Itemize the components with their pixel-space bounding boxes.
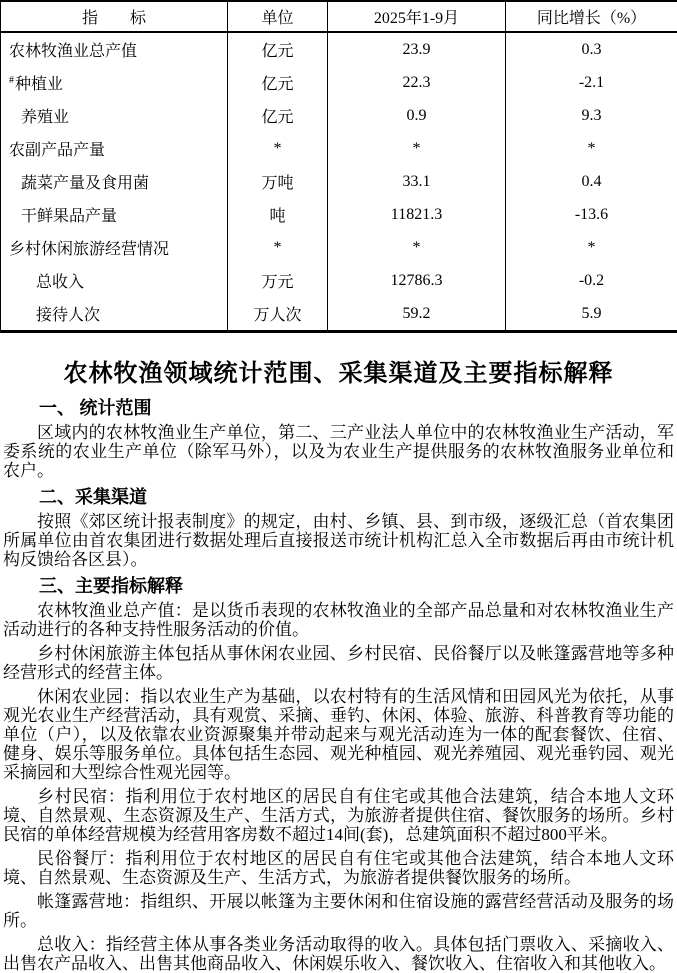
unit-cell: 吨 bbox=[228, 198, 328, 231]
value-cell: * bbox=[328, 231, 506, 264]
unit-cell: 亿元 bbox=[228, 66, 328, 99]
growth-cell: * bbox=[506, 132, 677, 165]
table-row bbox=[1, 297, 677, 332]
value-cell: 23.9 bbox=[328, 32, 506, 66]
growth-cell: 0.3 bbox=[506, 32, 677, 66]
growth-cell: 0.4 bbox=[506, 165, 677, 198]
paragraph: 按照《郊区统计报表制度》的规定，由村、乡镇、县、到市级，逐级汇总（首农集团所属单位由首农集团进行数据处理后直接报送市统计机构汇总入全市数据后再由市统计机构反馈给各区县）。 bbox=[3, 512, 674, 569]
table-row bbox=[1, 264, 677, 297]
paragraph: 民俗餐厅：指利用位于农村地区的居民自有住宅或其他合法建筑，结合本地人文环境、自然景观、生态资源及生产、生活方式，为旅游者提供餐饮服务的场所。 bbox=[3, 849, 674, 887]
unit-cell: 万元 bbox=[228, 264, 328, 297]
indicator-cell: 养殖业 bbox=[1, 99, 228, 132]
section-heading-channel: 二、采集渠道 bbox=[3, 486, 674, 508]
indicator-cell: 农林牧渔业总产值 bbox=[1, 32, 228, 66]
header-row bbox=[1, 1, 677, 32]
table-row bbox=[1, 231, 677, 264]
indicator-cell: 农副产品产量 bbox=[1, 132, 228, 165]
table-row bbox=[1, 32, 677, 66]
value-cell: 12786.3 bbox=[328, 264, 506, 297]
indicator-cell: 蔬菜产量及食用菌 bbox=[1, 165, 228, 198]
unit-cell: 亿元 bbox=[228, 99, 328, 132]
paragraph: 农林牧渔业总产值：是以货币表现的农林牧渔业的全部产品总量和对农林牧渔业生产活动进行的各种支持性服务活动的价值。 bbox=[3, 601, 674, 639]
growth-cell: * bbox=[506, 231, 677, 264]
unit-cell: * bbox=[228, 231, 328, 264]
value-cell: * bbox=[328, 132, 506, 165]
page-title: 农林牧渔领域统计范围、采集渠道及主要指标解释 bbox=[3, 359, 674, 389]
growth-cell: 9.3 bbox=[506, 99, 677, 132]
table-row bbox=[1, 132, 677, 165]
table-row bbox=[1, 99, 677, 132]
header-period: 2025年1-9月 bbox=[328, 1, 506, 32]
paragraph: 帐篷露营地：指组织、开展以帐篷为主要休闲和住宿设施的露营经营活动及服务的场所。 bbox=[3, 892, 674, 930]
indicator-label: 种植业 bbox=[15, 76, 63, 93]
paragraph: 区域内的农林牧渔业生产单位，第二、三产业法人单位中的农林牧渔业生产活动，军委系统的农业生产单位（除军马外），以及为农业生产提供服务的农林牧渔服务业单位和农户。 bbox=[3, 423, 674, 480]
unit-cell: * bbox=[228, 132, 328, 165]
table-row bbox=[1, 165, 677, 198]
unit-cell: 亿元 bbox=[228, 32, 328, 66]
header-growth: 同比增长（%） bbox=[506, 1, 677, 32]
header-indicator: 指 标 bbox=[1, 1, 228, 32]
section-heading-definitions: 三、主要指标解释 bbox=[3, 575, 674, 597]
indicator-cell: 总收入 bbox=[1, 264, 228, 297]
header-unit: 单位 bbox=[228, 1, 328, 32]
of-which-marker: # bbox=[9, 75, 14, 86]
paragraph: 乡村民宿：指利用位于农村地区的居民自有住宅或其他合法建筑，结合本地人文环境、自然景观、生态资源及生产、生活方式，为旅游者提供住宿、餐饮服务的场所。乡村民宿的单体经营规模为经营用客房数不超过14间(套)，总建筑面积不超过800平米。 bbox=[3, 787, 674, 844]
explanation-article bbox=[0, 359, 677, 973]
paragraph: 乡村休闲旅游主体包括从事休闲农业园、乡村民宿、民俗餐厅以及帐篷露营地等多种经营形式的经营主体。 bbox=[3, 644, 674, 682]
indicator-cell bbox=[1, 66, 228, 99]
value-cell: 22.3 bbox=[328, 66, 506, 99]
table-header bbox=[1, 1, 677, 32]
table-row bbox=[1, 66, 677, 99]
growth-cell: -13.6 bbox=[506, 198, 677, 231]
paragraph: 休闲农业园：指以农业生产为基础，以农村特有的生活风情和田园风光为依托，从事观光农业生产经营活动，具有观赏、采摘、垂钓、休闲、体验、旅游、科普教育等功能的单位（户），以及依靠农业资源聚集并带动起来与观光活动连为一体的配套餐饮、住宿、健身、娱乐等服务单位。具体包括生态园、观光种植园、观光养殖园、观光垂钓园、观光采摘园和大型综合性观光园等。 bbox=[3, 687, 674, 782]
unit-cell: 万人次 bbox=[228, 297, 328, 332]
value-cell: 11821.3 bbox=[328, 198, 506, 231]
indicator-cell: 干鲜果品产量 bbox=[1, 198, 228, 231]
paragraph: 总收入：指经营主体从事各类业务活动取得的收入。具体包括门票收入、采摘收入、出售农产品收入、出售其他商品收入、休闲娱乐收入、餐饮收入、住宿收入和其他收入。 bbox=[3, 935, 674, 973]
indicator-cell: 乡村休闲旅游经营情况 bbox=[1, 231, 228, 264]
section-heading-scope: 一、 统计范围 bbox=[3, 397, 674, 419]
indicator-cell: 接待人次 bbox=[1, 297, 228, 332]
value-cell: 59.2 bbox=[328, 297, 506, 332]
statistics-table bbox=[0, 0, 677, 333]
growth-cell: -2.1 bbox=[506, 66, 677, 99]
value-cell: 0.9 bbox=[328, 99, 506, 132]
growth-cell: 5.9 bbox=[506, 297, 677, 332]
table-row bbox=[1, 198, 677, 231]
growth-cell: -0.2 bbox=[506, 264, 677, 297]
unit-cell: 万吨 bbox=[228, 165, 328, 198]
value-cell: 33.1 bbox=[328, 165, 506, 198]
table-body bbox=[1, 32, 677, 332]
